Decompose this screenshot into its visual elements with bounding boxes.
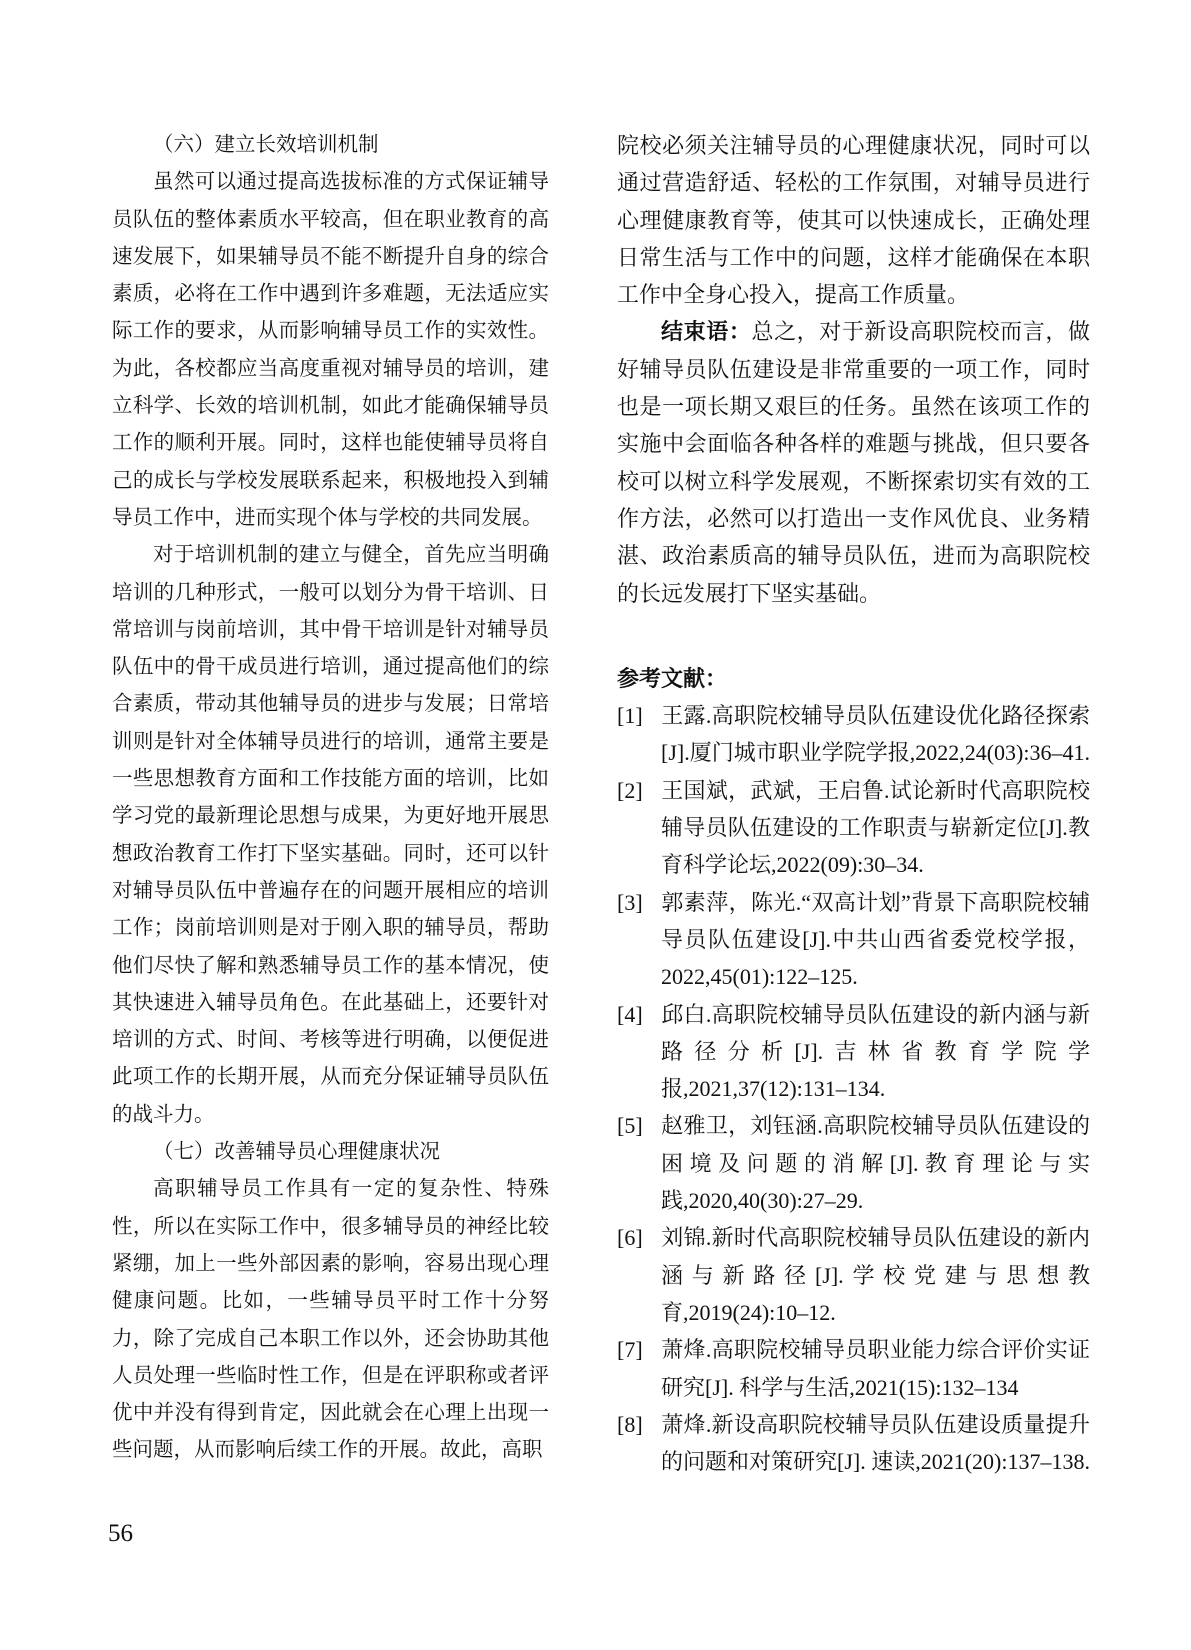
section-heading-6: （六）建立长效培训机制 — [153, 134, 379, 156]
reference-marker: [7] — [617, 1337, 643, 1363]
reference-text: 萧烽.高职院校辅导员职业能力综合评价实证研究[J]. 科学与生活,2021(15):132–134 — [661, 1337, 1090, 1400]
page-number: 56 — [108, 1520, 133, 1547]
section-heading-7: （七）改善辅导员心理健康状况 — [153, 1141, 440, 1164]
reference-item — [617, 1219, 1090, 1331]
references-heading: 参考文献： — [617, 665, 728, 691]
paragraph-mental-health-end: 院校必须关注辅导员的心理健康状况，同时可以通过营造舒适、轻松的工作氛围，对辅导员进行心理健康教育等，使其可以快速成长，正确处理日常生活与工作中的问题，这样才能确保在本职工作中全身心投入，提高工作质量。 — [617, 133, 1090, 308]
paragraph-mental-health-start: 高职辅导员工作具有一定的复杂性、特殊性，所以在实际工作中，很多辅导员的神经比较紧绷，加上一些外部因素的影响，容易出现心理健康问题。比如，一些辅导员平时工作十分努力，除了完成自己本职工作以外，还会协助其他人员处理一些临时性工作，但是在评职称或者评优中并没有得到肯定，因此就会在心理上出现一些问题，从而影响后续工作的开展。故此，高职 — [112, 1178, 549, 1462]
reference-marker: [5] — [617, 1113, 643, 1139]
reference-text: 萧烽.新设高职院校辅导员队伍建设质量提升的问题和对策研究[J]. 速读,2021(20):137–138. — [661, 1411, 1090, 1475]
conclusion-text: 总之，对于新设高职院校而言，做好辅导员队伍建设是非常重要的一项工作，同时也是一项长期又艰巨的任务。虽然在该项工作的实施中会面临各种各样的难题与挑战，但只要各校可以树立科学发展观，不断探索切实有效的工作方法，必然可以打造出一支作风优良、业务精湛、政治素质高的辅导员队伍，进而为高职院校的长远发展打下坚实基础。 — [617, 319, 1090, 606]
paragraph-training-forms: 对于培训机制的建立与健全，首先应当明确培训的几种形式，一般可以划分为骨干培训、日常培训与岗前培训，其中骨干培训是针对辅导员队伍中的骨干成员进行培训，通过提高他们的综合素质，带动其他辅导员的进步与发展；日常培训则是针对全体辅导员进行的培训，通常主要是一些思想教育方面和工作技能方面的培训，比如学习党的最新理论思想与成果，为更好地开展思想政治教育工作打下坚实基础。同时，还可以针对辅导员队伍中普遍存在的问题开展相应的培训工作；岗前培训则是对于刚入职的辅导员，帮助他们尽快了解和熟悉辅导员工作的基本情况，使其快速进入辅导员角色。在此基础上，还要针对培训的方式、时间、考核等进行明确，以便促进此项工作的长期开展，从而充分保证辅导员队伍的战斗力。 — [112, 544, 549, 1126]
left-column — [112, 127, 549, 1470]
right-column — [617, 127, 1090, 1480]
reference-item — [617, 996, 1090, 1108]
reference-marker: [6] — [617, 1225, 643, 1251]
reference-item — [617, 697, 1090, 772]
reference-text: 刘锦.新时代高职院校辅导员队伍建设的新内涵与新路径[J].学校党建与思想教育,2019(24):10–12. — [661, 1225, 1090, 1325]
reference-text: 王国斌，武斌，王启鲁.试论新时代高职院校辅导员队伍建设的工作职责与崭新定位[J].教育科学论坛,2022(09):30–34. — [661, 777, 1090, 878]
reference-text: 赵雅卫，刘钰涵.高职院校辅导员队伍建设的困境及问题的消解[J].教育理论与实践,2020,40(30):27–29. — [661, 1113, 1090, 1214]
reference-item — [617, 1331, 1090, 1406]
reference-marker: [4] — [617, 1001, 643, 1027]
conclusion-paragraph — [617, 313, 1090, 611]
reference-text: 王露.高职院校辅导员队伍建设优化路径探索[J].厦门城市职业学院学报,2022,24(03):36–41. — [661, 703, 1090, 766]
reference-text: 郭素萍，陈光.“双高计划”背景下高职院校辅导员队伍建设[J].中共山西省委党校学报，2022,45(01):122–125. — [661, 889, 1090, 990]
conclusion-label: 结束语： — [661, 319, 752, 345]
reference-marker: [2] — [617, 777, 643, 803]
reference-marker: [3] — [617, 889, 643, 915]
reference-item — [617, 884, 1090, 996]
references-list — [617, 697, 1090, 1480]
reference-text: 邱白.高职院校辅导员队伍建设的新内涵与新路径分析[J].吉林省教育学院学报,2021,37(12):131–134. — [661, 1001, 1090, 1102]
reference-item — [617, 1406, 1090, 1481]
paragraph-training-importance: 虽然可以通过提高选拔标准的方式保证辅导员队伍的整体素质水平较高，但在职业教育的高速发展下，如果辅导员不能不断提升自身的综合素质，必将在工作中遇到许多难题，无法适应实际工作的要求，从而影响辅导员工作的实效性。为此，各校都应当高度重视对辅导员的培训，建立科学、长效的培训机制，如此才能确保辅导员工作的顺利开展。同时，这样也能使辅导员将自己的成长与学校发展联系起来，积极地投入到辅导员工作中，进而实现个体与学校的共同发展。 — [112, 171, 549, 529]
reference-item — [617, 772, 1090, 884]
reference-item — [617, 1107, 1090, 1219]
reference-marker: [8] — [617, 1411, 643, 1437]
reference-marker: [1] — [617, 703, 643, 729]
